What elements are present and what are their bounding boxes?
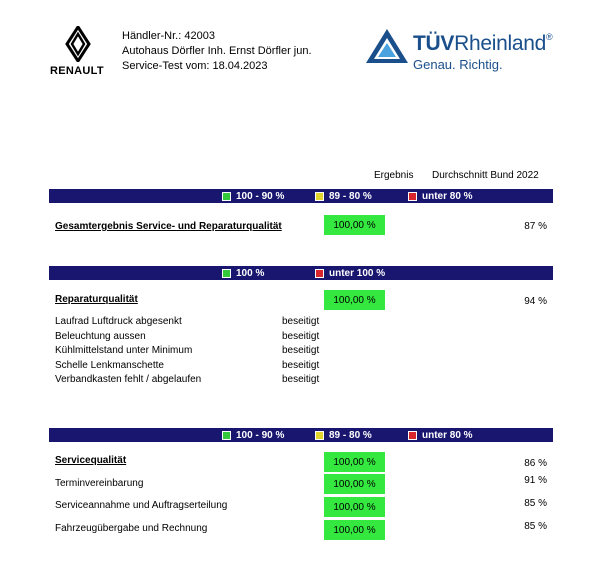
tuv-logo (365, 26, 565, 76)
legend-band-service (49, 428, 553, 442)
repair-item-label: Beleuchtung aussen (55, 331, 146, 342)
tuv-name-bold: TÜV (413, 32, 455, 55)
column-header-result: Ergebnis (374, 170, 414, 181)
service-item-average: 91 % (524, 475, 547, 486)
service-item-label: Terminvereinbarung (55, 478, 144, 489)
yellow-swatch-icon (315, 431, 324, 440)
tuv-triangle-icon (365, 28, 409, 64)
repair-item-status: beseitigt (282, 316, 320, 327)
repair-result: 100,00 % (324, 290, 385, 310)
service-result: 100,00 % (324, 452, 385, 472)
green-swatch-icon (222, 431, 231, 440)
repair-item-status: beseitigt (282, 345, 320, 356)
overall-result: 100,00 % (324, 215, 385, 235)
green-swatch-icon (222, 192, 231, 201)
repair-item-label: Laufrad Luftdruck abgesenkt (55, 316, 182, 327)
legend-item-green: 100 - 90 % (222, 190, 284, 202)
renault-logo (48, 26, 108, 78)
overall-title: Gesamtergebnis Service- und Reparaturqualität (55, 221, 282, 232)
tuv-slogan: Genau. Richtig. (413, 57, 503, 72)
service-item-label: Fahrzeugübergabe und Rechnung (55, 523, 208, 534)
tuv-wordmark (413, 32, 552, 56)
column-header-average: Durchschnitt Bund 2022 (432, 170, 539, 181)
service-item-average: 85 % (524, 498, 547, 509)
renault-diamond-icon (48, 26, 108, 62)
service-item-label: Serviceannahme und Auftragserteilung (55, 500, 228, 511)
dealer-info (122, 29, 312, 74)
overall-average: 87 % (524, 221, 547, 232)
dealer-number: Händler-Nr.: 42003 (122, 30, 215, 42)
legend-item-red: unter 80 % (408, 429, 473, 441)
yellow-swatch-icon (315, 192, 324, 201)
tuv-name-light: Rheinland (454, 32, 546, 55)
green-swatch-icon (222, 269, 231, 278)
repair-average: 94 % (524, 296, 547, 307)
repair-title: Reparaturqualität (55, 294, 138, 305)
legend-item-yellow: 89 - 80 % (315, 429, 372, 441)
red-swatch-icon (408, 431, 417, 440)
legend-item-green: 100 - 90 % (222, 429, 284, 441)
repair-item-label: Schelle Lenkmanschette (55, 360, 164, 371)
legend-item-yellow: 89 - 80 % (315, 190, 372, 202)
repair-item-status: beseitigt (282, 374, 320, 385)
legend-item-red: unter 80 % (408, 190, 473, 202)
legend-item-green: 100 % (222, 267, 264, 279)
legend-band-repair (49, 266, 553, 280)
dealer-name: Autohaus Dörfler Inh. Ernst Dörfler jun. (122, 45, 312, 57)
tuv-registered-mark: ® (545, 32, 553, 42)
service-item-average: 85 % (524, 521, 547, 532)
test-date: Service-Test vom: 18.04.2023 (122, 60, 268, 72)
repair-item-status: beseitigt (282, 360, 320, 371)
renault-wordmark: RENAULT (50, 65, 104, 77)
service-title: Servicequalität (55, 455, 127, 466)
legend-item-red: unter 100 % (315, 267, 385, 279)
repair-item-label: Kühlmittelstand unter Minimum (55, 345, 193, 356)
service-item-result: 100,00 % (324, 520, 385, 540)
service-item-result: 100,00 % (324, 474, 385, 494)
red-swatch-icon (408, 192, 417, 201)
repair-item-status: beseitigt (282, 331, 320, 342)
legend-band-overall (49, 189, 553, 203)
service-average: 86 % (524, 458, 547, 469)
service-item-result: 100,00 % (324, 497, 385, 517)
repair-item-label: Verbandkasten fehlt / abgelaufen (55, 374, 202, 385)
red-swatch-icon (315, 269, 324, 278)
